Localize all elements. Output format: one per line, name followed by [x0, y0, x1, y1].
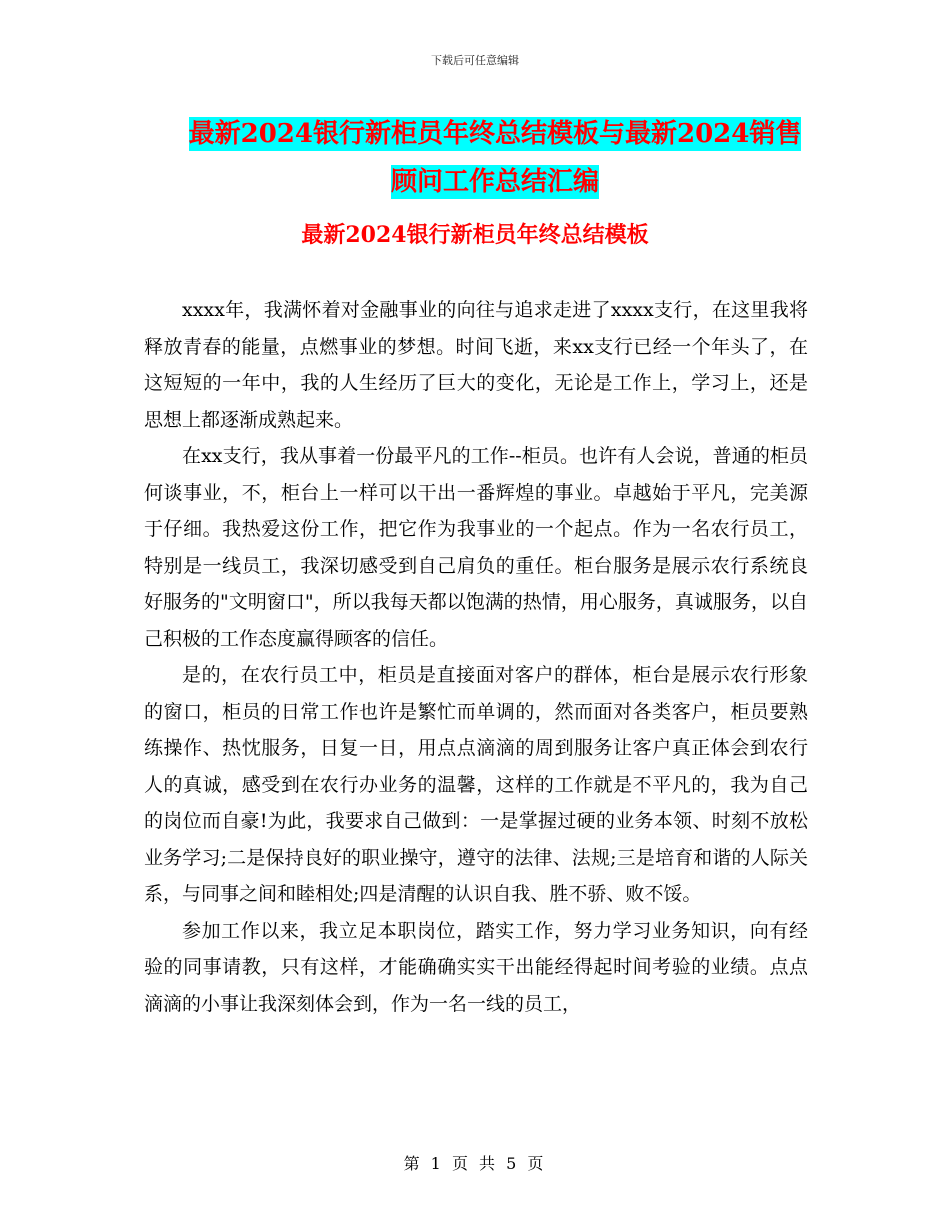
- paragraph: 参加工作以来，我立足本职岗位，踏实工作，努力学习业务知识，向有经验的同事请教，只有这样，才能确确实实干出能经得起时间考验的业绩。点点滴滴的小事让我深刻体会到，作为一名一线的员工，: [144, 919, 808, 1015]
- document-body: [144, 292, 808, 1022]
- document-title-line1: 最新2024银行新柜员年终总结模板与最新2024销售: [188, 119, 802, 149]
- paragraph: xxxx年，我满怀着对金融事业的向往与追求走进了xxxx支行，在这里我将释放青春的能量，点燃事业的梦想。时间飞逝，来xx支行已经一个年头了，在这短短的一年中，我的人生经历了巨大的变化，无论是工作上，学习上，还是思想上都逐渐成熟起来。: [144, 299, 808, 431]
- paragraph: 在xx支行，我从事着一份最平凡的工作--柜员。也许有人会说，普通的柜员何谈事业，不，柜台上一样可以干出一番辉煌的事业。卓越始于平凡，完美源于仔细。我热爱这份工作，把它作为我事业的一个起点。作为一名农行员工，特别是一线员工，我深切感受到自己肩负的重任。柜台服务是展示农行系统良好服务的"文明窗口"，所以我每天都以饱满的热情，用心服务，真诚服务，以自己积极的工作态度赢得顾客的信任。: [144, 445, 808, 650]
- document-title-line2: 顾问工作总结汇编: [390, 167, 599, 197]
- paragraph: 是的，在农行员工中，柜员是直接面对客户的群体，柜台是展示农行形象的窗口，柜员的日常工作也许是繁忙而单调的，然而面对各类客户，柜员要熟练操作、热忱服务，日复一日，用点点滴滴的周到服务让客户真正体会到农行人的真诚，感受到在农行办业务的温馨，这样的工作就是不平凡的，我为自己的岗位而自豪!为此，我要求自己做到：一是掌握过硬的业务本领、时刻不放松业务学习;二是保持良好的职业操守，遵守的法律、法规;三是培育和谐的人际关系，与同事之间和睦相处;四是清醒的认识自我、胜不骄、败不馁。: [144, 664, 808, 905]
- page-header-note: 下载后可任意编辑: [431, 54, 519, 67]
- document-title: [170, 110, 820, 206]
- page-number: 第 1 页 共 5 页: [403, 1154, 547, 1173]
- section-title: 最新2024银行新柜员年终总结模板: [301, 222, 649, 248]
